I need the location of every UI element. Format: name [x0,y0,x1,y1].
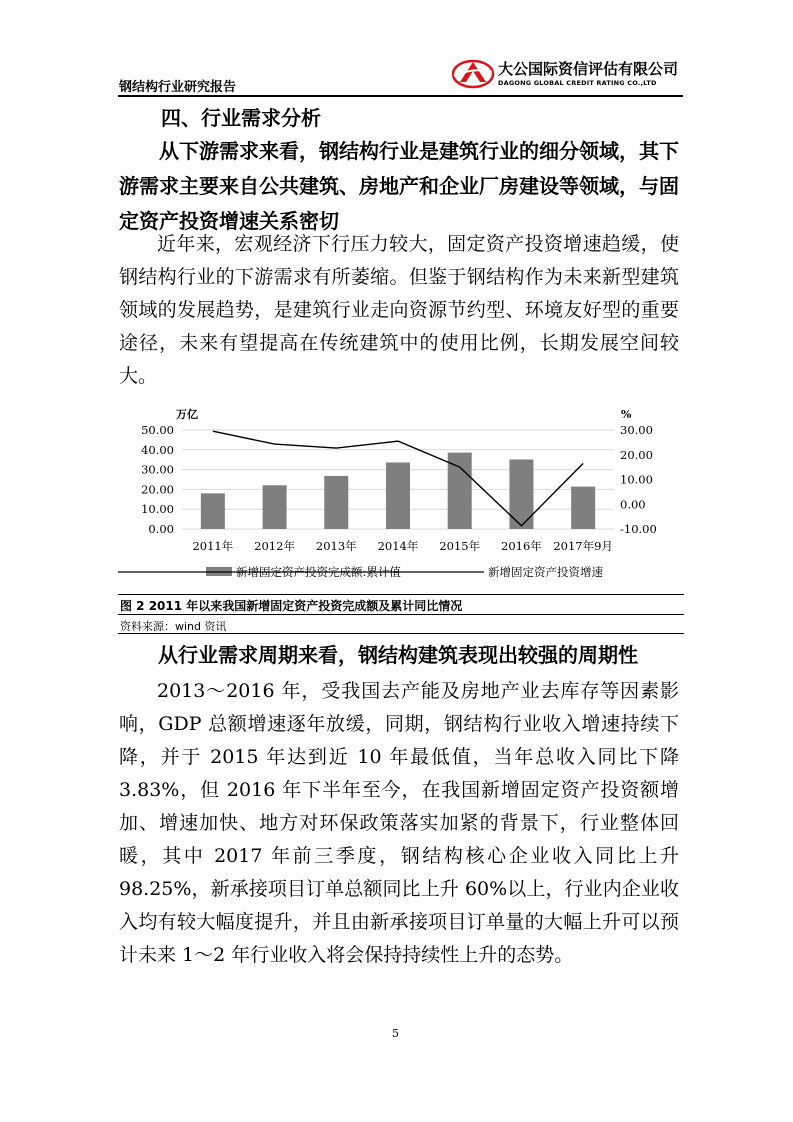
investment-chart [118,402,684,594]
body-paragraph-1: 近年来，宏观经济下行压力较大，固定资产投资增速趋缓，使钢结构行业的下游需求有所萎缩。但鉴于钢结构作为未来新型建筑领域的发展趋势，是建筑行业走向资源节约型、环境友好型的重要途径，未来有望提高在传统建筑中的使用比例，长期发展空间较大。 [119,233,679,387]
left-tick-label: 40.00 [141,442,174,457]
left-axis-unit: 万亿 [176,408,198,421]
right-axis-ticks [620,423,657,536]
caption-top-rule [118,594,684,595]
right-tick-label: 20.00 [620,447,653,462]
key-finding-paragraph: 从下游需求来看，钢结构行业是建筑行业的细分领域，其下游需求主要来自公共建筑、房地产和企业厂房建设等领域，与固定资产投资增速关系密切 [119,139,679,233]
body-paragraph-2: 2013～2016 年，受我国去产能及房地产业去库存等因素影响，GDP 总额增速逐年放缓，同期，钢结构行业收入增速持续下降，并于 2015 年达到近 10 年最低值，当年总收入同比下降 3.83%，但 2016 年下半年至今，在我国新增固定资产投资额增加、增速加快、地方对环保政策落实加紧的背景下，行业整体回暖，其中 2017 年前三季度，钢结构核心企业收入同比上升 98.25%，新承接项目订单总额同比上升 60%以上，行业内企业收入均有较大幅度提升，并且由新承接项目订单量的大幅上升可以预计未来 1～2 年行业收入将会保持持续性上升的态势。 [119,680,679,966]
bar [324,476,348,529]
figure-caption: 图 2 2011 年以来我国新增固定资产投资完成额及累计同比情况 [120,599,463,613]
report-title: 钢结构行业研究报告 [119,80,237,95]
section-heading: 四、行业需求分析 [161,106,321,130]
data-source: 资料来源：wind 资讯 [120,620,227,633]
x-tick-label: 2017年9月 [553,539,613,553]
bar [263,485,287,529]
legend-bar-label: 新增固定资产投资完成额:累计值 [236,565,401,579]
right-tick-label: 30.00 [620,423,653,437]
sub-heading-cycle: 从行业需求周期来看，钢结构建筑表现出较强的周期性 [158,643,638,667]
x-tick-label: 2013年 [315,539,357,553]
caption-mid-rule [118,614,684,615]
dagong-logo-icon [452,58,496,90]
left-tick-label: 10.00 [141,502,174,517]
x-tick-label: 2014年 [377,539,419,553]
header-rule [118,95,683,97]
chart-bars [201,453,595,529]
x-tick-label: 2012年 [254,539,295,553]
page-number: 5 [392,1027,399,1040]
company-name-en: DAGONG GLOBAL CREDIT RATING CO.,LTD [498,79,657,87]
right-tick-label: -10.00 [620,522,657,536]
bar [201,493,225,529]
company-logo [452,58,684,90]
right-tick-label: 10.00 [620,472,653,487]
caption-bottom-rule [118,633,684,634]
company-name-cn: 大公国际资信评估有限公司 [498,60,679,78]
left-tick-label: 0.00 [148,522,174,536]
legend-line-label: 新增固定资产投资增速 [488,565,603,579]
x-axis-ticks [192,539,612,553]
left-tick-label: 20.00 [141,482,174,497]
x-tick-label: 2011年 [192,539,234,553]
chart-legend [118,565,603,579]
x-tick-label: 2015年 [439,539,481,553]
left-axis-ticks [141,423,174,536]
left-tick-label: 30.00 [141,462,174,477]
bar [386,462,410,529]
left-tick-label: 50.00 [141,423,174,437]
right-tick-label: 0.00 [620,497,646,512]
x-tick-label: 2016年 [501,539,542,553]
right-axis-unit: % [621,408,632,421]
bar [571,487,595,529]
